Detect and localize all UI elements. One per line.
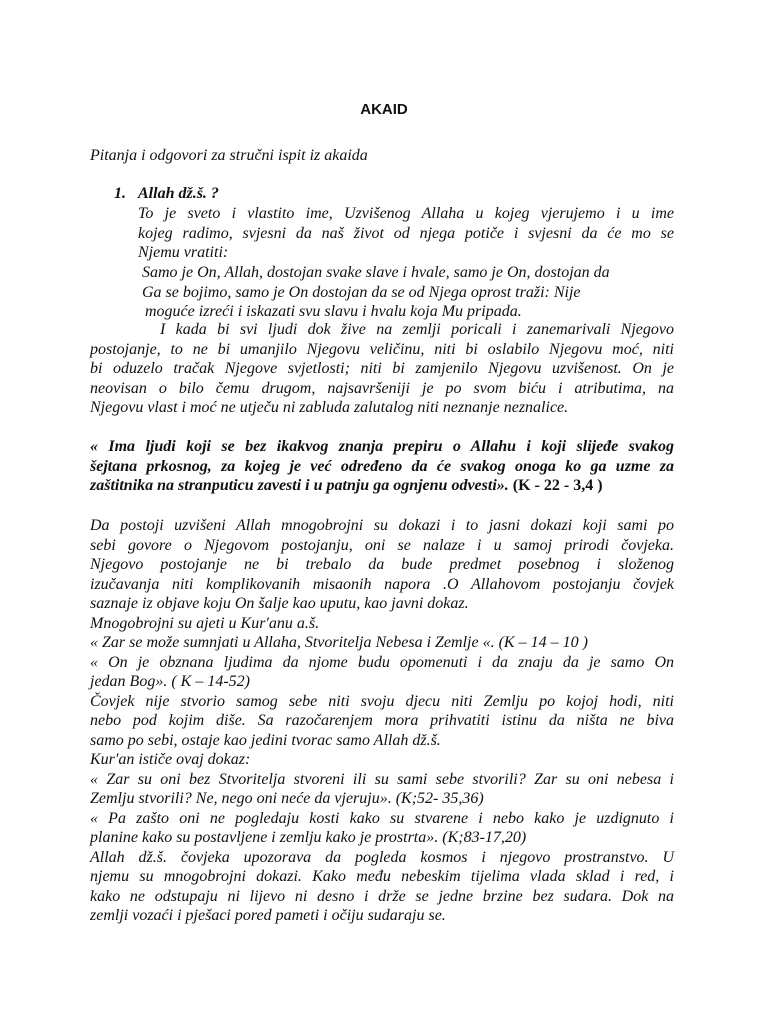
question-number: 1.: [114, 185, 126, 202]
paragraph-3: [90, 320, 674, 418]
paragraph-line: postojanje, to ne bi umanjilo Njegovu veličinu, niti bi oslabilo Njegovu moć, niti: [90, 340, 674, 358]
quote-text: zaštitnika na stranputicu zavesti i u patnju ga ognjenu odvesti».: [90, 477, 513, 494]
paragraph-line: Mnogobrojni su ajeti u Kur'anu a.š.: [90, 614, 320, 632]
paragraph-line: Njegovo postojanje ne bi trebalo da bude predmet posebnog i složenog: [90, 556, 674, 573]
paragraph-4: [90, 516, 674, 926]
paragraph-line: Da postoji uzvišeni Allah mnogobrojni su dokazi i to jasni dokazi koji sami po: [90, 517, 674, 534]
paragraph-line: kako ne odstupaju ni lijevo ni desno i drže se jedne brzine bez sudara. Dok na: [90, 887, 674, 905]
paragraph-line: neovisan o bilo čemu drugom, najsavršeniji je po svom biću i atributima, na: [90, 379, 674, 397]
paragraph-line: sebi govore o Njegovom postojanju, oni se nalaze i u samoj prirodi čovjeka.: [90, 536, 674, 554]
paragraph-line: I kada bi svi ljudi dok žive na zemlji poricali i zanemarivali Njegovo: [160, 321, 674, 338]
document-subtitle: Pitanja i odgovori za stručni ispit iz akaida: [90, 147, 368, 164]
quote-reference: (K - 22 - 3,4 ): [512, 477, 603, 494]
paragraph-line: izučavanja niti komplikovanih misaonih napora .O Allahovom postojanju čovjek: [90, 575, 674, 593]
quran-quote: [90, 437, 674, 496]
paragraph-line: bi oduzelo tračak Njegove svjetlosti; niti bi zamjenilo Njegovu uzvišenost. On je: [90, 360, 674, 377]
paragraph-line: Njegovu vlast i moć ne utječu ni zabluda zalutalog niti neznanje neznalice.: [90, 399, 569, 416]
paragraph-line: Samo je On, Allah, dostojan svake slave i hvale, samo je On, dostojan da: [142, 264, 610, 281]
quote-line: šejtana prkosnog, za kojeg je već određeno da će svakog onoga ko ga uzme za: [90, 457, 674, 475]
quote-line: [90, 476, 674, 496]
paragraph-line: Kur'an ističe ovaj dokaz:: [90, 751, 251, 768]
paragraph-line: Čovjek nije stvorio samog sebe niti svoju djecu niti Zemlju po kojoj hodi, niti: [90, 692, 674, 710]
paragraph-line: Njemu vratiti:: [138, 244, 229, 261]
paragraph-line: « Zar se može sumnjati u Allaha, Stvoritelja Nebesa i Zemlje «. (K – 14 – 10 ): [90, 634, 588, 651]
paragraph-line: moguće izreći i iskazati svu slavu i hvalu koja Mu pripada.: [145, 303, 522, 320]
paragraph-line: « Zar su oni bez Stvoritelja stvoreni ili su sami sebe stvorili? Zar su oni nebesa i: [90, 770, 674, 788]
paragraph-line: « Pa zašto oni ne pogledaju kosti kako su stvarene i nebo kako je uzdignuto i: [90, 809, 674, 827]
document-title: AKAID: [360, 101, 408, 118]
paragraph-1: [138, 204, 674, 263]
paragraph-line: samo po sebi, ostaje kao jedini tvorac samo Allah dž.š.: [90, 731, 441, 749]
paragraph-line: saznaje iz objave koju On šalje kao uputu, kao javni dokaz.: [90, 595, 469, 612]
paragraph-line: planine kako su postavljene i zemlju kako je prostrta». (K;83-17,20): [90, 829, 527, 846]
paragraph-line: jedan Bog». ( K – 14-52): [90, 673, 250, 690]
paragraph-line: nebo pod kojim diše. Sa razočarenjem mora prihvatiti istinu da ništa ne biva: [90, 712, 674, 729]
question-heading: [114, 184, 514, 204]
paragraph-2: [140, 263, 674, 322]
quote-line: « Ima ljudi koji se bez ikakvog znanja prepiru o Allahu i koji slijeđe svakog: [90, 438, 674, 455]
paragraph-line: « On je obznana ljudima da njome budu opomenuti i da znaju da je samo On: [90, 653, 674, 671]
paragraph-line: zemlji vozaći i pješaci pored pameti i očiju sudaraju se.: [90, 907, 446, 924]
paragraph-line: Zemlju stvorili? Ne, nego oni neće da vjeruju». (K;52- 35,36): [90, 790, 484, 807]
paragraph-line: njemu su mnogobrojni dokazi. Kako među nebeskim tijelima vlada sklad i red, i: [90, 868, 674, 885]
paragraph-line: Ga se bojimo, samo je On dostojan da se od Njega oprost traži: Nije: [142, 283, 581, 301]
paragraph-line: To je sveto i vlastito ime, Uzvišenog Allaha u kojeg vjerujemo i u ime: [138, 205, 674, 222]
paragraph-line: Allah dž.š. čovjeka upozorava da pogleda kosmos i njegovo prostranstvo. U: [90, 848, 674, 866]
question-text: Allah dž.š. ?: [138, 185, 219, 202]
paragraph-line: kojeg radimo, svjesni da naš život od njega potiče i svjesni da će mo se: [138, 224, 674, 242]
